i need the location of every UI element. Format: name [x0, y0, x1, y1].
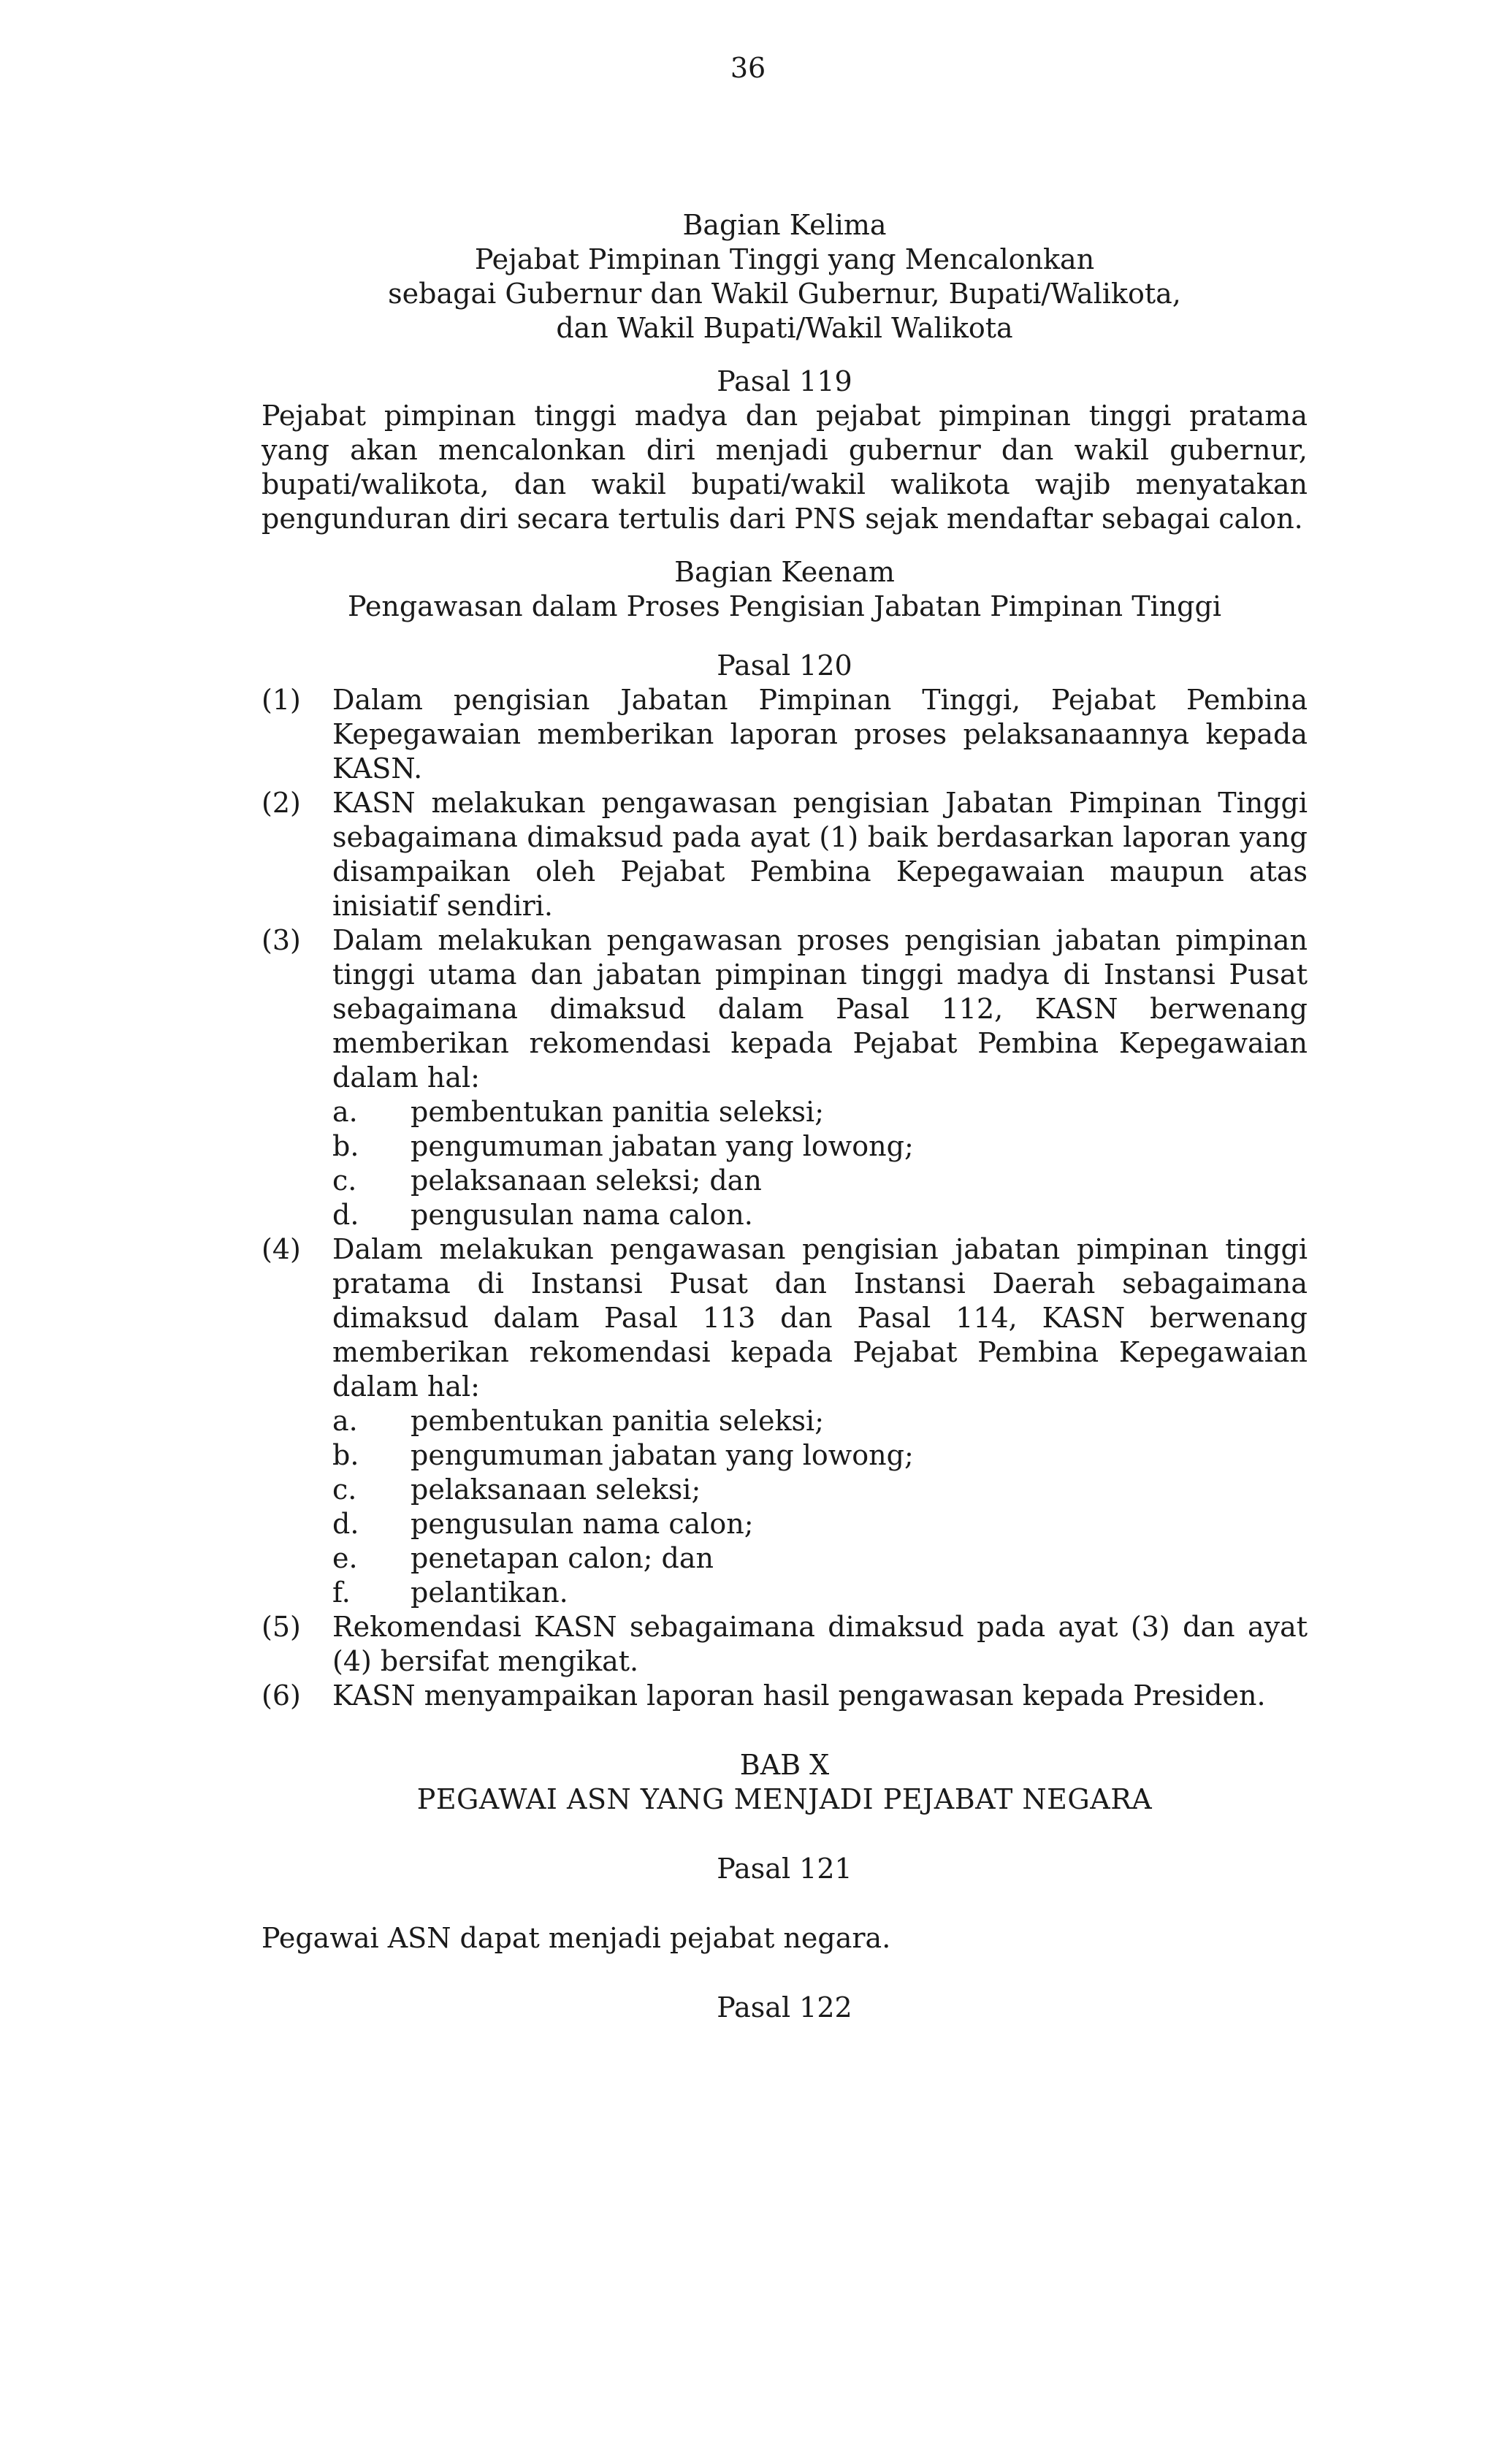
list-item-text: pengumuman jabatan yang lowong; [411, 1130, 914, 1162]
ayat-text: KASN menyampaikan laporan hasil pengawasan kepada Presiden. [332, 1679, 1266, 1712]
ayat-number: (1) [262, 684, 301, 716]
list-item [332, 1473, 1308, 1507]
ayat-item [262, 923, 1308, 1232]
list-item [332, 1541, 1308, 1576]
list-item-letter: c. [332, 1164, 357, 1197]
article-heading-pasal-119: Pasal 119 [717, 365, 852, 397]
section-heading-bagian-kelima: Bagian Kelima [682, 209, 887, 241]
ayat-number: (5) [262, 1611, 301, 1643]
document-body [262, 208, 1308, 2025]
list-item [332, 1164, 1308, 1198]
list-item-letter: a. [332, 1405, 358, 1437]
list-item-text: pelaksanaan seleksi; [411, 1473, 701, 1506]
ayat-number: (4) [262, 1233, 301, 1265]
list-item-letter: b. [332, 1130, 359, 1162]
ayat-sub-list [332, 1095, 1308, 1232]
ayat-item [262, 1610, 1308, 1679]
article-heading-pasal-122: Pasal 122 [717, 1991, 852, 2024]
ayat-text: KASN melakukan pengawasan pengisian Jabatan Pimpinan Tinggi sebagaimana dimaksud pada ayat (1) baik berdasarkan laporan yang disampaikan oleh Pejabat Pembina Kepegawaian maupun atas inisiatif sendiri. [332, 787, 1308, 922]
article-heading-pasal-120: Pasal 120 [717, 649, 852, 682]
list-item-letter: b. [332, 1439, 359, 1471]
list-item-text: pengumuman jabatan yang lowong; [411, 1439, 914, 1471]
list-item [332, 1129, 1308, 1164]
article-text-pasal-121: Pegawai ASN dapat menjadi pejabat negara. [262, 1922, 891, 1954]
list-item-text: pembentukan panitia seleksi; [411, 1096, 824, 1128]
ayat-item [262, 786, 1308, 923]
ayat-sub-list [332, 1404, 1308, 1610]
ayat-item [262, 1679, 1308, 1713]
list-item-text: pengusulan nama calon; [411, 1508, 754, 1540]
chapter-subtitle: PEGAWAI ASN YANG MENJADI PEJABAT NEGARA [416, 1783, 1153, 1815]
list-item-text: pengusulan nama calon. [411, 1199, 753, 1231]
section-heading-bagian-keenam: Bagian Keenam [674, 556, 895, 588]
section-subtitle-line: sebagai Gubernur dan Wakil Gubernur, Bupati/Walikota, [388, 278, 1181, 310]
article-heading-pasal-121: Pasal 121 [717, 1853, 852, 1885]
list-item [332, 1438, 1308, 1473]
ayat-item [262, 683, 1308, 786]
ayat-number: (3) [262, 924, 301, 956]
ayat-text: Rekomendasi KASN sebagaimana dimaksud pada ayat (3) dan ayat (4) bersifat mengikat. [332, 1611, 1308, 1677]
list-item [332, 1095, 1308, 1129]
ayat-text: Dalam melakukan pengawasan proses pengisian jabatan pimpinan tinggi utama dan jabatan pimpinan tinggi madya di Instansi Pusat sebagaimana dimaksud dalam Pasal 112, KASN berwenang memberikan rekomendasi kepada Pejabat Pembina Kepegawaian dalam hal: [332, 924, 1308, 1094]
section-subtitle-line: dan Wakil Bupati/Wakil Walikota [556, 312, 1013, 344]
list-item-letter: c. [332, 1473, 357, 1506]
list-item [332, 1404, 1308, 1438]
list-item-letter: d. [332, 1508, 359, 1540]
list-item-text: pelaksanaan seleksi; dan [411, 1164, 762, 1197]
list-item-text: pembentukan panitia seleksi; [411, 1405, 824, 1437]
chapter-heading-bab-x: BAB X [739, 1749, 830, 1781]
list-item [332, 1576, 1308, 1610]
ayat-number: (6) [262, 1679, 301, 1712]
list-item-letter: a. [332, 1096, 358, 1128]
list-item-letter: e. [332, 1542, 358, 1574]
page-number: 36 [730, 52, 766, 84]
list-item-letter: f. [332, 1576, 351, 1609]
section-subtitle: Pengawasan dalam Proses Pengisian Jabatan Pimpinan Tinggi [348, 590, 1221, 622]
list-item-text: pelantikan. [411, 1576, 568, 1609]
list-item-text: penetapan calon; dan [411, 1542, 714, 1574]
section-subtitle-line: Pejabat Pimpinan Tinggi yang Mencalonkan [474, 243, 1095, 275]
ayat-text: Dalam pengisian Jabatan Pimpinan Tinggi, Pejabat Pembina Kepegawaian memberikan laporan proses pelaksanaannya kepada KASN. [332, 684, 1308, 785]
list-item [332, 1507, 1308, 1541]
article-text-pasal-119: Pejabat pimpinan tinggi madya dan pejabat pimpinan tinggi pratama yang akan mencalonkan diri menjadi gubernur dan wakil gubernur, bupati/walikota, dan wakil bupati/wakil walikota wajib menyatakan pengunduran diri secara tertulis dari PNS sejak mendaftar sebagai calon. [262, 400, 1308, 535]
list-item [332, 1198, 1308, 1232]
ayat-number: (2) [262, 787, 301, 819]
ayat-text: Dalam melakukan pengawasan pengisian jabatan pimpinan tinggi pratama di Instansi Pusat dan Instansi Daerah sebagaimana dimaksud dalam Pasal 113 dan Pasal 114, KASN berwenang memberikan rekomendasi kepada Pejabat Pembina Kepegawaian dalam hal: [332, 1233, 1308, 1403]
ayat-item [262, 1232, 1308, 1610]
list-item-letter: d. [332, 1199, 359, 1231]
